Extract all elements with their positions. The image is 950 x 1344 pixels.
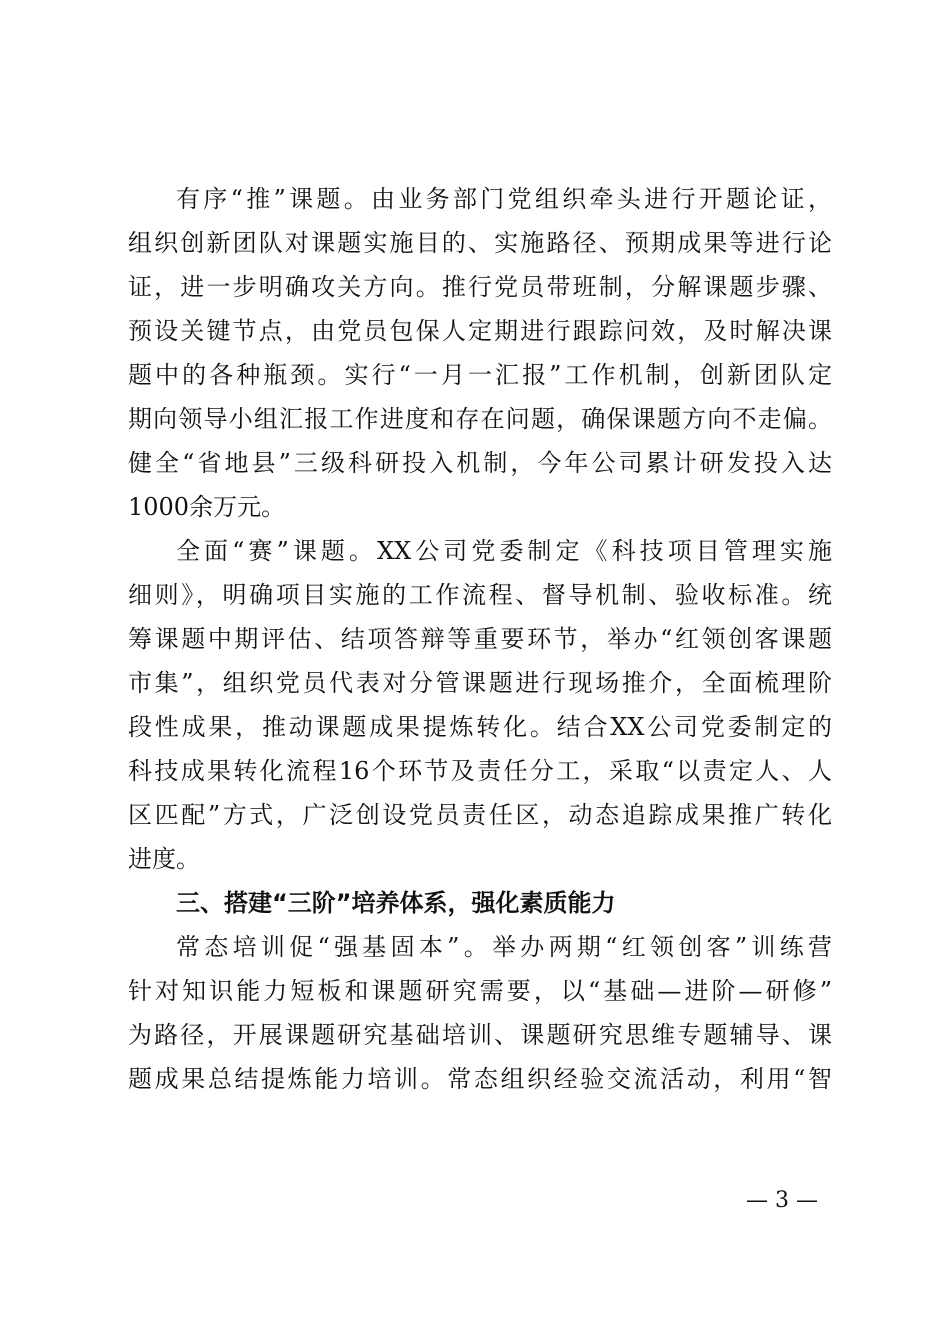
paragraph-2-line-8: 进度。 (128, 845, 200, 873)
paragraph-2-line-4: 市集”，组织党员代表对分管课题进行现场推介，全面梳理阶 (128, 669, 832, 697)
paragraph-1-line-1: 有序“推”课题。由业务部门党组织牵头进行开题论证， (176, 185, 832, 213)
paragraph-3-line-2: 针对知识能力短板和课题研究需要，以“基础—进阶—研修” (128, 977, 832, 1005)
paragraph-3-line-3: 为路径，开展课题研究基础培训、课题研究思维专题辅导、课 (128, 1021, 832, 1049)
paragraph-2-line-7: 区匹配”方式，广泛创设党员责任区，动态追踪成果推广转化 (128, 801, 832, 829)
paragraph-2-line-5: 段性成果，推动课题成果提炼转化。结合XX公司党委制定的 (128, 713, 832, 741)
paragraph-2-line-2: 细则》，明确项目实施的工作流程、督导机制、验收标准。统 (128, 581, 832, 609)
paragraph-2-line-1: 全面“赛”课题。XX公司党委制定《科技项目管理实施 (176, 537, 832, 565)
paragraph-3-line-1: 常态培训促“强基固本”。举办两期“红领创客”训练营 (176, 933, 832, 961)
section-heading: 三、搭建“三阶”培养体系，强化素质能力 (176, 889, 616, 917)
paragraph-1-line-3: 证，进一步明确攻关方向。推行党员带班制，分解课题步骤、 (128, 273, 832, 301)
page-number: — 3 — (746, 1188, 818, 1213)
paragraph-2-line-3: 筹课题中期评估、结项答辩等重要环节，举办“红领创客课题 (128, 625, 832, 653)
paragraph-2-line-6: 科技成果转化流程16个环节及责任分工，采取“以责定人、人 (128, 757, 832, 785)
paragraph-3-line-4: 题成果总结提炼能力培训。常态组织经验交流活动，利用“智 (128, 1065, 832, 1093)
paragraph-1-line-8: 1000余万元。 (128, 493, 286, 521)
paragraph-1-line-5: 题中的各种瓶颈。实行“一月一汇报”工作机制，创新团队定 (128, 361, 832, 389)
paragraph-1-line-6: 期向领导小组汇报工作进度和存在问题，确保课题方向不走偏。 (128, 405, 832, 433)
paragraph-1-line-7: 健全“省地县”三级科研投入机制，今年公司累计研发投入达 (128, 449, 832, 477)
paragraph-1-line-4: 预设关键节点，由党员包保人定期进行跟踪问效，及时解决课 (128, 317, 832, 345)
paragraph-1-line-2: 组织创新团队对课题实施目的、实施路径、预期成果等进行论 (128, 229, 832, 257)
